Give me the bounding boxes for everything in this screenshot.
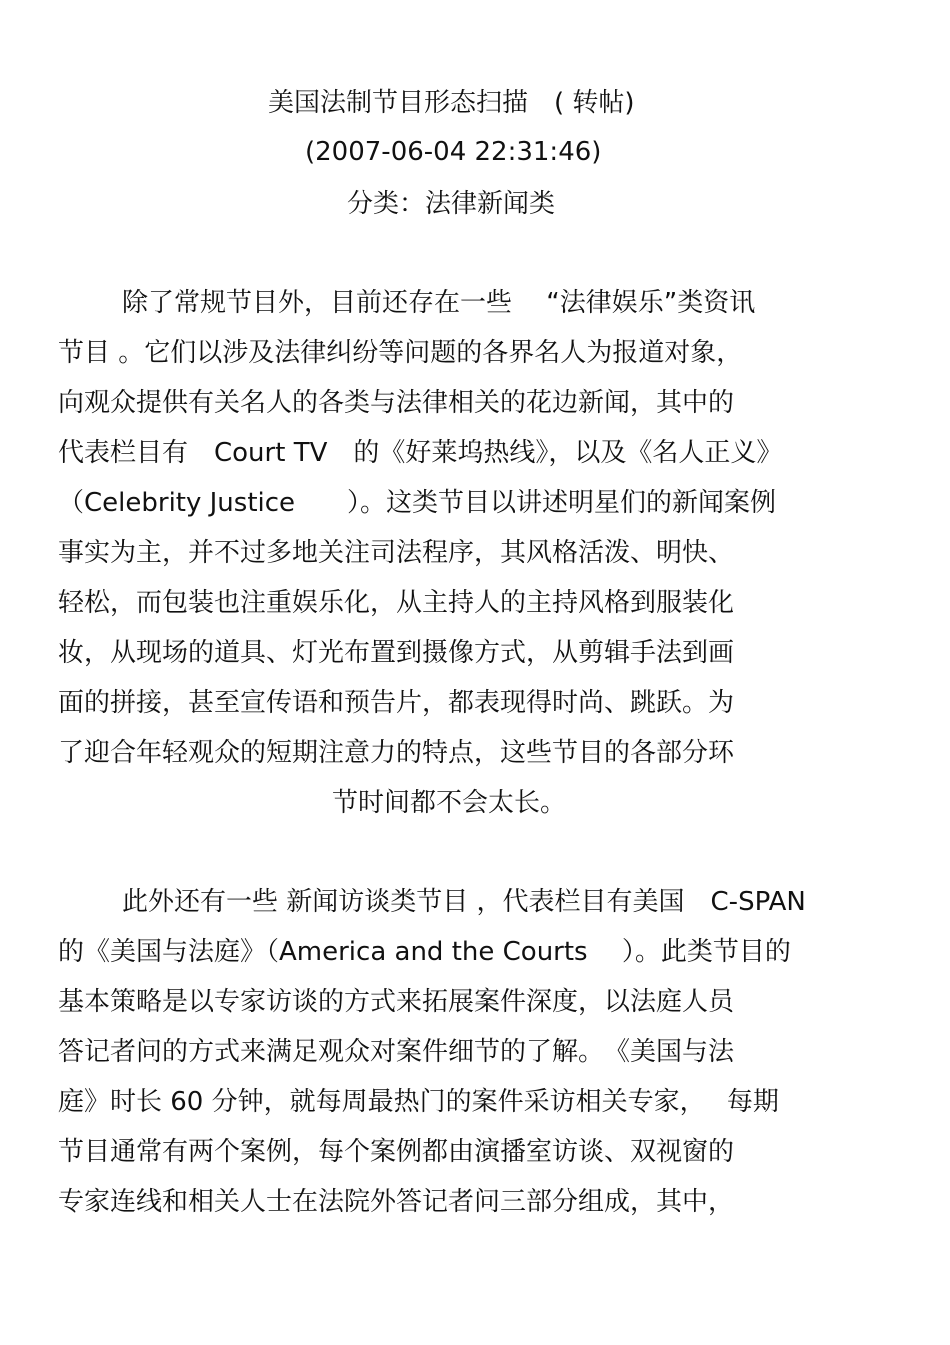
- text-line: （Celebrity Justice ）。这类节目以讲述明星们的新闻案例: [58, 488, 777, 518]
- post-category: 分类：法律新闻类: [347, 189, 556, 219]
- text-line: 面的拼接，甚至宣传语和预告片，都表现得时尚、跳跃。为: [58, 688, 735, 718]
- text-line: 向观众提供有关名人的各类与法律相关的花边新闻，其中的: [58, 388, 735, 418]
- text-line: 庭》时长 60 分钟，就每周最热门的案件采访相关专家， 每期: [58, 1087, 779, 1117]
- document-title: 美国法制节目形态扫描 ( 转帖): [268, 88, 635, 118]
- text-line: 节目通常有两个案例，每个案例都由演播室访谈、双视窗的: [58, 1137, 735, 1167]
- text-line: 节目 。它们以涉及法律纠纷等问题的各界名人为报道对象，: [58, 338, 743, 368]
- text-line: 事实为主，并不过多地关注司法程序，其风格活泼、明快、: [58, 538, 735, 568]
- post-datetime: (2007-06-04 22:31:46): [305, 137, 602, 167]
- text-line: 基本策略是以专家访谈的方式来拓展案件深度，以法庭人员: [58, 987, 735, 1017]
- text-line: 答记者问的方式来满足观众对案件细节的了解。 《美国与法: [58, 1037, 735, 1067]
- text-line: 专家连线和相关人士在法院外答记者问三部分组成，其中，: [58, 1187, 735, 1217]
- text-line: 了迎合年轻观众的短期注意力的特点，这些节目的各部分环: [58, 738, 735, 768]
- text-line: 此外还有一些 新闻访谈类节目 ，代表栏目有美国 C-SPAN: [122, 887, 806, 917]
- text-line: 节时间都不会太长。: [332, 788, 567, 818]
- text-line: 代表栏目有 Court TV 的《好莱坞热线》，以及《名人正义》: [58, 438, 783, 468]
- text-line: 轻松，而包装也注重娱乐化，从主持人的主持风格到服装化: [58, 588, 735, 618]
- text-line: 的《美国与法庭》（America and the Courts ）。此类节目的: [58, 937, 791, 967]
- text-line: 除了常规节目外，目前还存在一些 “法律娱乐”类资讯: [122, 288, 756, 318]
- text-line: 妆，从现场的道具、灯光布置到摄像方式，从剪辑手法到画: [58, 638, 735, 668]
